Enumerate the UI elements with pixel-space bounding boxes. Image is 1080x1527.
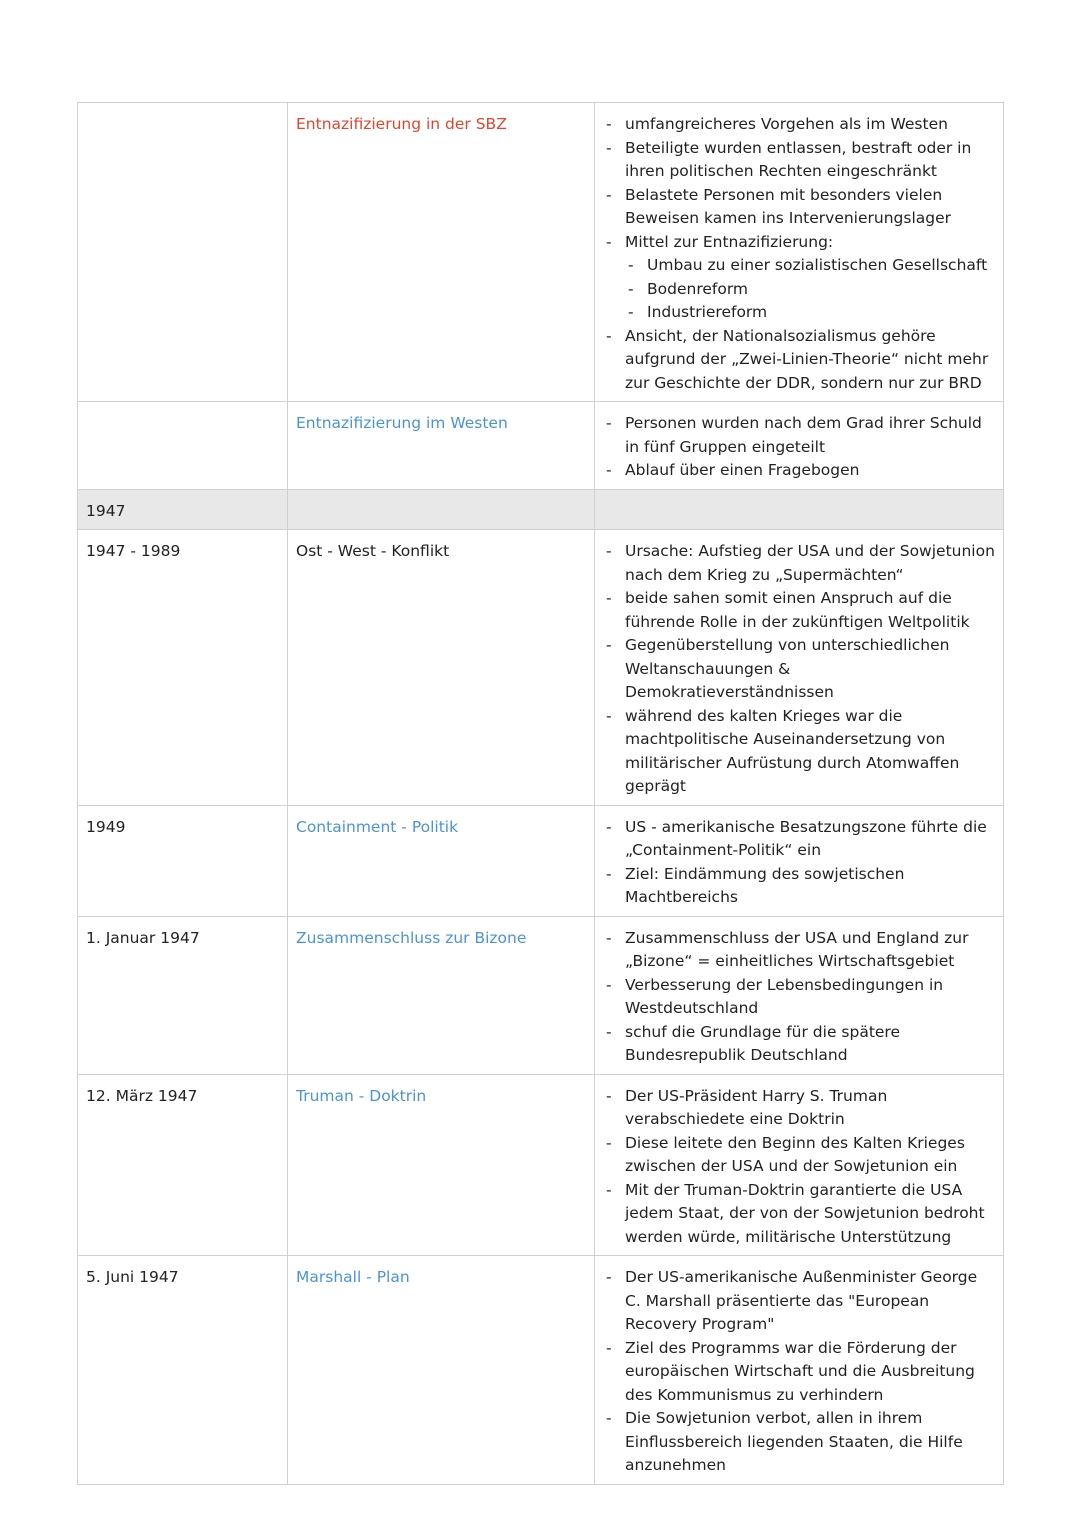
table-row	[78, 1256, 1004, 1485]
list-item	[603, 1179, 995, 1250]
list-item	[603, 587, 995, 634]
table-row	[78, 916, 1004, 1074]
sub-list-item: - Industriereform	[625, 301, 995, 325]
timeline-body	[78, 103, 1004, 1485]
topic-cell: Containment - Politik	[288, 805, 595, 916]
table-row	[78, 402, 1004, 490]
notes-list	[603, 1266, 995, 1478]
notes-cell	[595, 1256, 1004, 1485]
timeline-table	[77, 102, 1004, 1485]
notes-list	[603, 816, 995, 910]
notes-cell	[595, 103, 1004, 402]
list-item	[603, 705, 995, 799]
list-item	[603, 1132, 995, 1179]
notes-list	[603, 412, 995, 483]
notes-list	[603, 540, 995, 799]
notes-cell	[595, 805, 1004, 916]
note-text: Mittel zur Entnazifizierung:	[625, 232, 834, 251]
note-text: Mit der Truman-Doktrin garantierte die USA jedem Staat, der von der Sowjetunion bedroht werden würde, militärische Unterstützung	[625, 1180, 985, 1246]
note-text: während des kalten Krieges war die machtpolitische Auseinandersetzung von militärischer Aufrüstung durch Atomwaffen geprägt	[625, 706, 960, 795]
note-text: Verbesserung der Lebensbedingungen in Westdeutschland	[625, 975, 944, 1017]
list-item	[603, 137, 995, 184]
notes-cell	[595, 916, 1004, 1074]
note-text: Der US-Präsident Harry S. Truman verabschiedete eine Doktrin	[625, 1086, 888, 1128]
list-item	[603, 1407, 995, 1478]
table-row	[78, 530, 1004, 806]
list-item	[603, 459, 995, 483]
list-item	[603, 1266, 995, 1337]
note-text: Ziel: Eindämmung des sowjetischen Machtbereichs	[625, 864, 905, 906]
topic-cell: Entnazifizierung in der SBZ	[288, 103, 595, 402]
list-item	[603, 974, 995, 1021]
date-cell: 5. Juni 1947	[78, 1256, 288, 1485]
list-item	[603, 634, 995, 705]
note-text: Diese leitete den Beginn des Kalten Krieges zwischen der USA und der Sowjetunion ein	[625, 1133, 965, 1175]
date-cell: 1947	[78, 489, 288, 530]
table-row	[78, 1074, 1004, 1256]
topic-cell: Entnazifizierung im Westen	[288, 402, 595, 490]
list-item	[603, 540, 995, 587]
list-item	[603, 927, 995, 974]
note-text: Zusammenschluss der USA und England zur „Bizone“ = einheitliches Wirtschaftsgebiet	[625, 928, 969, 970]
note-text: Der US-amerikanische Außenminister George C. Marshall präsentierte das "European Recovery Program"	[625, 1268, 978, 1333]
date-cell	[78, 103, 288, 402]
note-text: Ablauf über einen Fragebogen	[625, 461, 860, 479]
list-item	[603, 412, 995, 459]
list-item	[603, 1337, 995, 1408]
notes-list	[603, 1085, 995, 1250]
note-text: Ziel des Programms war die Förderung der europäischen Wirtschaft und die Ausbreitung des Kommunismus zu verhindern	[625, 1338, 975, 1404]
notes-cell	[595, 1074, 1004, 1256]
date-cell: 12. März 1947	[78, 1074, 288, 1256]
topic-cell: Ost - West - Konflikt	[288, 530, 595, 806]
list-item	[603, 113, 995, 137]
note-text: schuf die Grundlage für die spätere Bundesrepublik Deutschland	[625, 1022, 900, 1064]
topic-cell: Zusammenschluss zur Bizone	[288, 916, 595, 1074]
note-text: Beteiligte wurden entlassen, bestraft oder in ihren politischen Rechten eingeschränkt	[625, 138, 972, 180]
list-item	[603, 816, 995, 863]
note-text: Belastete Personen mit besonders vielen Beweisen kamen ins Intervenierungslager	[625, 185, 952, 227]
topic-cell: Marshall - Plan	[288, 1256, 595, 1485]
note-text: umfangreicheres Vorgehen als im Westen	[625, 115, 948, 133]
sub-list	[625, 254, 995, 325]
date-cell: 1947 - 1989	[78, 530, 288, 806]
notes-list	[603, 927, 995, 1068]
notes-cell	[595, 530, 1004, 806]
note-text: Gegenüberstellung von unterschiedlichen Weltanschauungen & Demokratieverständnissen	[625, 636, 950, 701]
topic-cell	[288, 489, 595, 530]
year-row	[78, 489, 1004, 530]
table-row	[78, 103, 1004, 402]
sub-list-item: - Bodenreform	[625, 278, 995, 302]
list-item	[603, 325, 995, 396]
topic-cell: Truman - Doktrin	[288, 1074, 595, 1256]
list-item	[603, 1021, 995, 1068]
note-text: Personen wurden nach dem Grad ihrer Schuld in fünf Gruppen eingeteilt	[625, 414, 982, 456]
note-text: beide sahen somit einen Anspruch auf die führende Rolle in der zukünftigen Weltpolitik	[625, 589, 970, 631]
list-item	[603, 231, 995, 325]
note-text: US - amerikanische Besatzungszone führte die „Containment-Politik“ ein	[625, 817, 987, 859]
note-text: Die Sowjetunion verbot, allen in ihrem Einflussbereich liegenden Staaten, die Hilfe anzunehmen	[625, 1409, 963, 1474]
note-text: Ansicht, der Nationalsozialismus gehöre aufgrund der „Zwei-Linien-Theorie“ nicht mehr zur Geschichte der DDR, sondern nur zur BRD	[625, 326, 989, 392]
list-item	[603, 184, 995, 231]
date-cell: 1949	[78, 805, 288, 916]
notes-cell	[595, 489, 1004, 530]
list-item	[603, 863, 995, 910]
sub-list-item: - Umbau zu einer sozialistischen Gesellschaft	[625, 254, 995, 278]
date-cell	[78, 402, 288, 490]
date-cell: 1. Januar 1947	[78, 916, 288, 1074]
table-row	[78, 805, 1004, 916]
list-item	[603, 1085, 995, 1132]
note-text: Ursache: Aufstieg der USA und der Sowjetunion nach dem Krieg zu „Supermächten“	[625, 542, 995, 584]
notes-cell	[595, 402, 1004, 490]
notes-list	[603, 113, 995, 395]
